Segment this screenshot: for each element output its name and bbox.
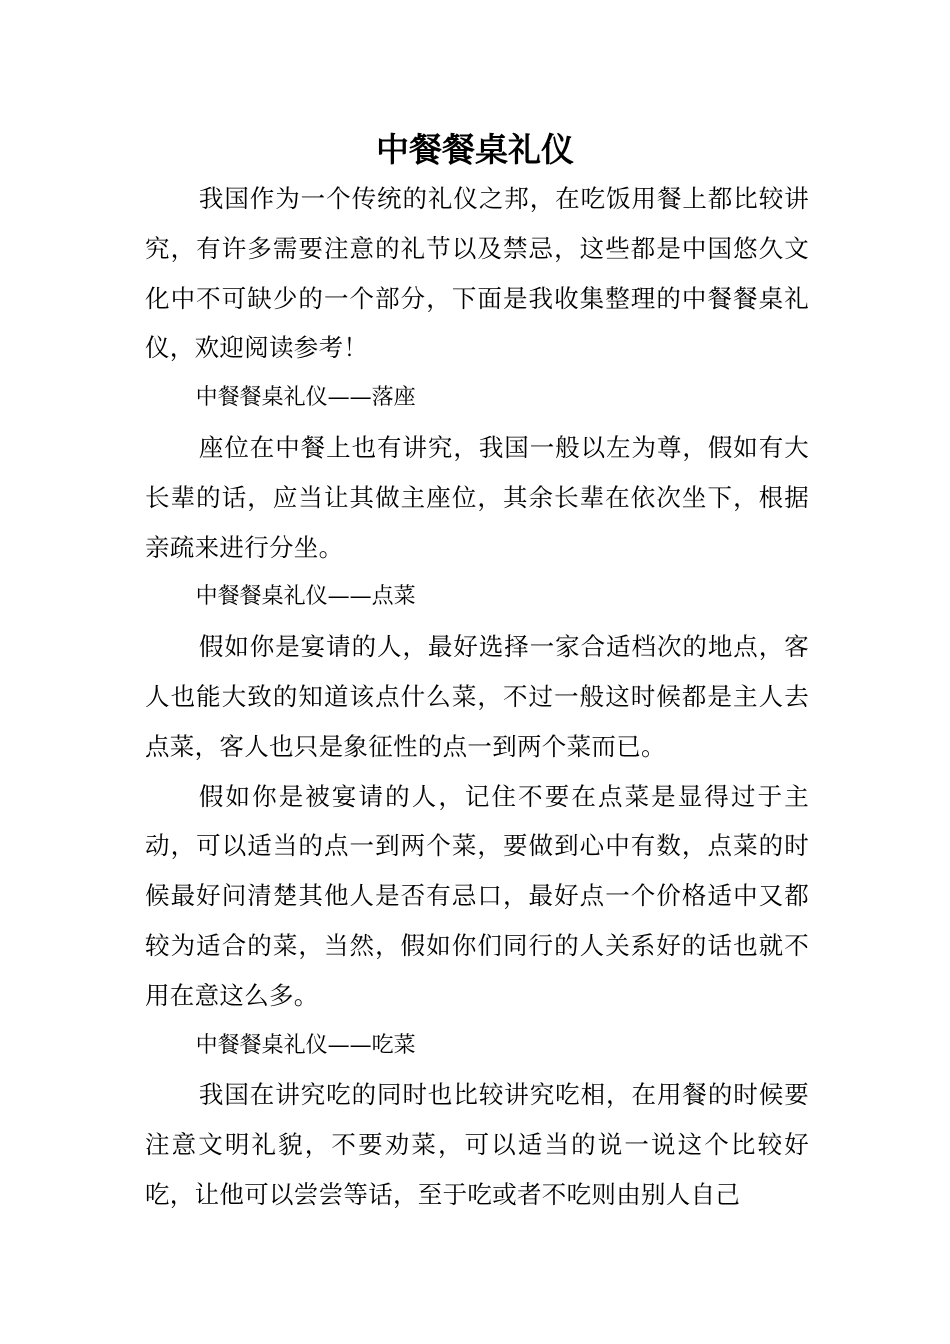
- section-heading-ordering: 中餐餐桌礼仪——点菜: [195, 584, 416, 610]
- paragraph-eating: 我国在讲究吃的同时也比较讲究吃相，在用餐的时候要注意文明礼貌，不要劝菜，可以适当的说一说这个比较好吃，让他可以尝尝等话，至于吃或者不吃则由别人自己: [145, 1080, 809, 1209]
- paragraph-ordering-host: 假如你是宴请的人，最好选择一家合适档次的地点，客人也能大致的知道该点什么菜，不过一般这时候都是主人去点菜，客人也只是象征性的点一到两个菜而已。: [145, 632, 809, 761]
- section-heading-eating: 中餐餐桌礼仪——吃菜: [195, 1032, 416, 1058]
- document-body: [145, 174, 809, 1220]
- paragraph-ordering-guest: 假如你是被宴请的人，记住不要在点菜是显得过于主动，可以适当的点一到两个菜，要做到心中有数，点菜的时候最好问清楚其他人是否有忌口，最好点一个价格适中又都较为适合的菜，当然，假如你们同行的人关系好的话也就不用在意这么多。: [145, 781, 809, 1010]
- paragraph-intro: 我国作为一个传统的礼仪之邦，在吃饭用餐上都比较讲究，有许多需要注意的礼节以及禁忌，这些都是中国悠久文化中不可缺少的一个部分，下面是我收集整理的中餐餐桌礼仪，欢迎阅读参考！: [145, 184, 809, 363]
- document-title: 中餐餐桌礼仪: [376, 130, 574, 169]
- section-heading-seating: 中餐餐桌礼仪——落座: [195, 385, 416, 411]
- paragraph-seating: 座位在中餐上也有讲究，我国一般以左为尊，假如有大长辈的话，应当让其做主座位，其余长辈在依次坐下，根据亲疏来进行分坐。: [145, 432, 809, 562]
